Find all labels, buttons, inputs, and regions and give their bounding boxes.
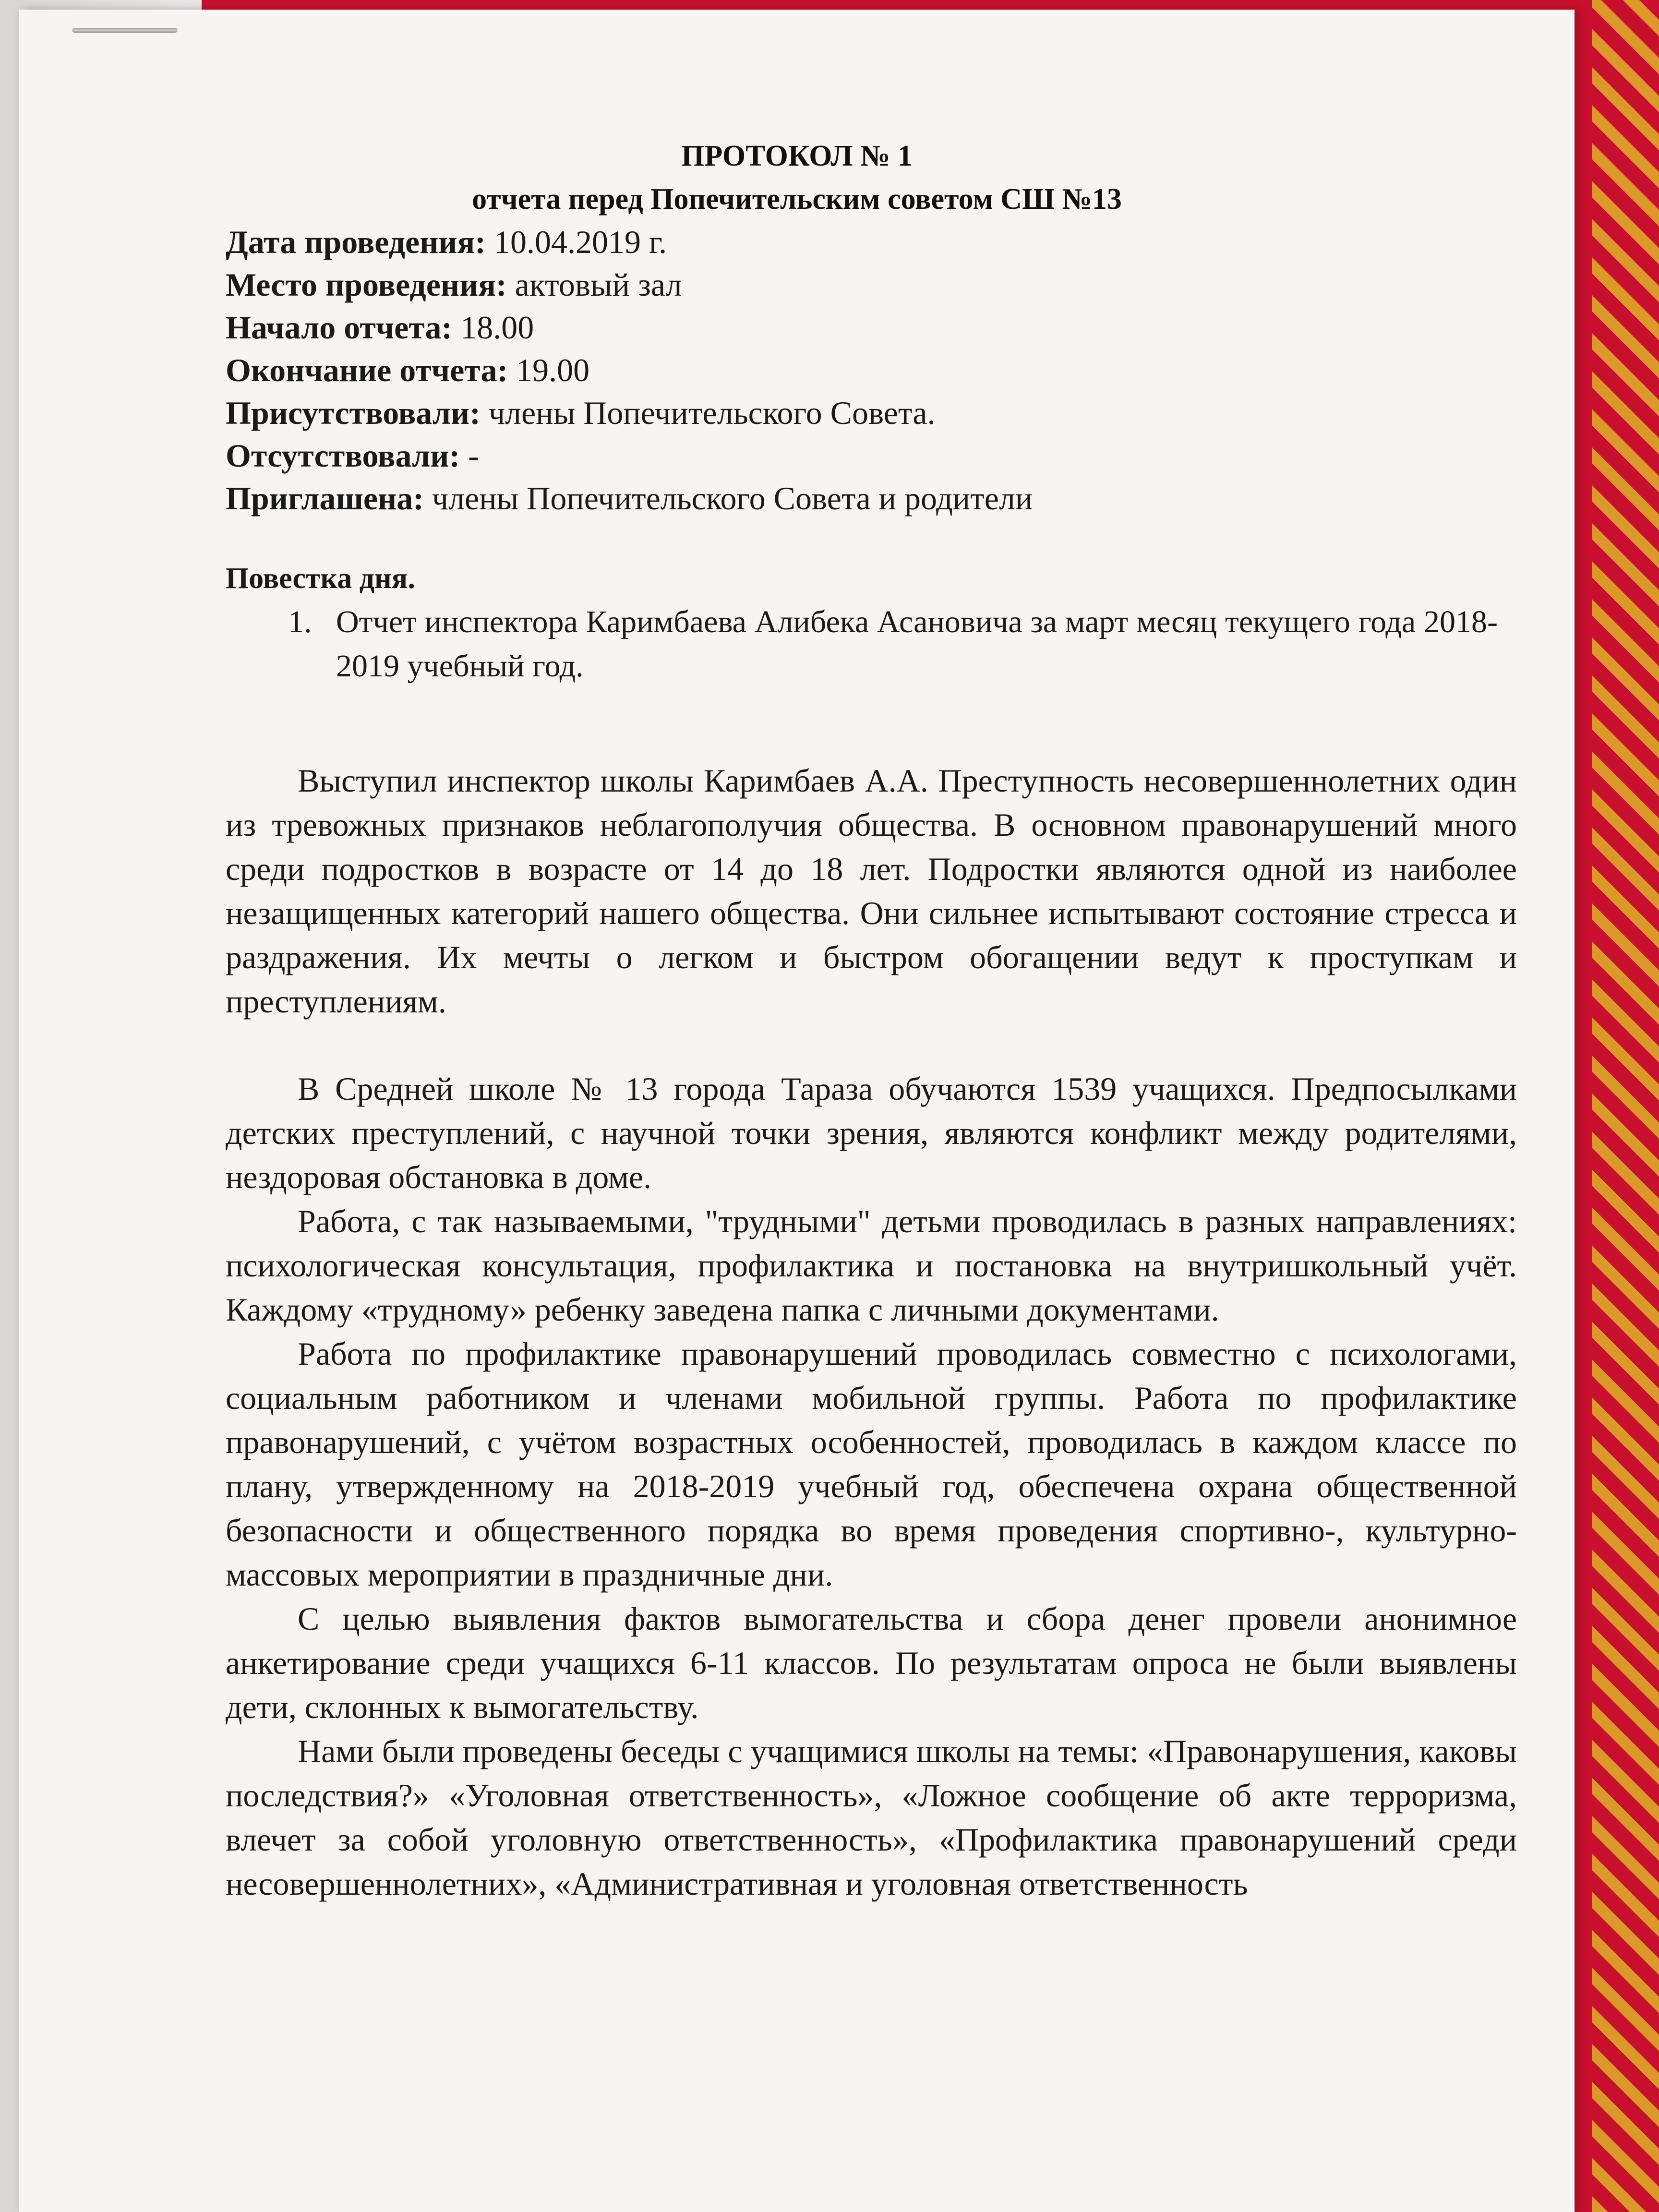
meta-value: 18.00	[452, 309, 534, 346]
meta-value: 19.00	[508, 352, 590, 388]
meta-row-present	[226, 392, 1378, 434]
meta-label: Начало отчета:	[226, 309, 453, 346]
staple	[72, 28, 178, 33]
paragraph: Работа, с так называемыми, "трудными" детьми проводилась в разных направлениях: психологическая консультация, профилактика и постановка на внутришкольный учёт. Каждому «трудному» ребенку заведена папка с личными документами.	[226, 1203, 1517, 1328]
document-title: ПРОТОКОЛ № 1	[681, 140, 913, 172]
agenda-item-number: 1.	[288, 604, 312, 639]
agenda-item-text: Отчет инспектора Каримбаева Алибека Асановича за март месяц текущего года 2018-2019 учебный год.	[336, 604, 1498, 684]
paragraph: Нами были проведены беседы с учащимися школы на темы: «Правонарушения, каковы последствия?» «Уголовная ответственность», «Ложное сообщение об акте терроризма, влечет за собой уголовную ответственность», «Профилактика правонарушений среди несовершеннолетних», «Административная и уголовная ответственность	[226, 1733, 1517, 1902]
meta-value: 10.04.2019 г.	[485, 224, 667, 260]
report-body	[226, 758, 1517, 1906]
meta-label: Место проведения:	[226, 266, 507, 303]
meta-label: Окончание отчета:	[226, 352, 508, 388]
meta-label: Приглашена:	[226, 480, 424, 517]
meta-value: члены Попечительского Совета и родители	[423, 480, 1033, 517]
agenda-heading: Повестка дня.	[226, 562, 415, 595]
meta-value: актовый зал	[506, 266, 682, 303]
decorative-ornament-border	[1592, 0, 1659, 2212]
meta-label: Дата проведения:	[226, 224, 486, 260]
meta-label: Присутствовали:	[226, 395, 481, 431]
paragraph: С целью выявления фактов вымогательства и сбора денег провели анонимное анкетирование среди учащихся 6-11 классов. По результатам опроса не были выявлены дети, склонных к вымогательству.	[226, 1600, 1517, 1725]
paragraph: Выступил инспектор школы Каримбаев А.А. Преступность несовершеннолетних один из тревожных признаков неблагополучия общества. В основном правонарушений много среди подростков в возрасте от 14 до 18 лет. Подростки являются одной из наиболее незащищенных категорий нашего общества. Они сильнее испытывают состояние стресса и раздражения. Их мечты о легком и быстром обогащении ведут к проступкам и преступлениям.	[226, 762, 1517, 1020]
meta-row-place	[226, 264, 1378, 306]
meta-row-invited	[226, 477, 1378, 520]
meta-value: -	[460, 437, 479, 474]
document-page	[19, 10, 1575, 2212]
meeting-details	[226, 221, 1378, 520]
document-subtitle: отчета перед Попечительским советом СШ №13	[472, 183, 1122, 216]
meta-value: члены Попечительского Совета.	[480, 395, 936, 431]
meta-row-date	[226, 221, 1378, 264]
meta-row-absent	[226, 434, 1378, 477]
agenda-item	[288, 600, 1498, 688]
meta-row-start	[226, 306, 1378, 349]
meta-label: Отсутствовали:	[226, 437, 460, 474]
meta-row-end	[226, 349, 1378, 392]
paragraph: Работа по профилактике правонарушений проводилась совместно с психологами, социальным работником и членами мобильной группы. Работа по профилактике правонарушений, с учётом возрастных особенностей, проводилась в каждом классе по плану, утвержденному на 2018-2019 учебный год, обеспечена охрана общественной безопасности и общественного порядка во время проведения спортивно-, культурно-массовых мероприятии в праздничные дни.	[226, 1335, 1517, 1593]
paragraph: В Средней школе № 13 города Тараза обучаются 1539 учащихся. Предпосылками детских преступлений, с научной точки зрения, являются конфликт между родителями, нездоровая обстановка в доме.	[226, 1070, 1517, 1195]
